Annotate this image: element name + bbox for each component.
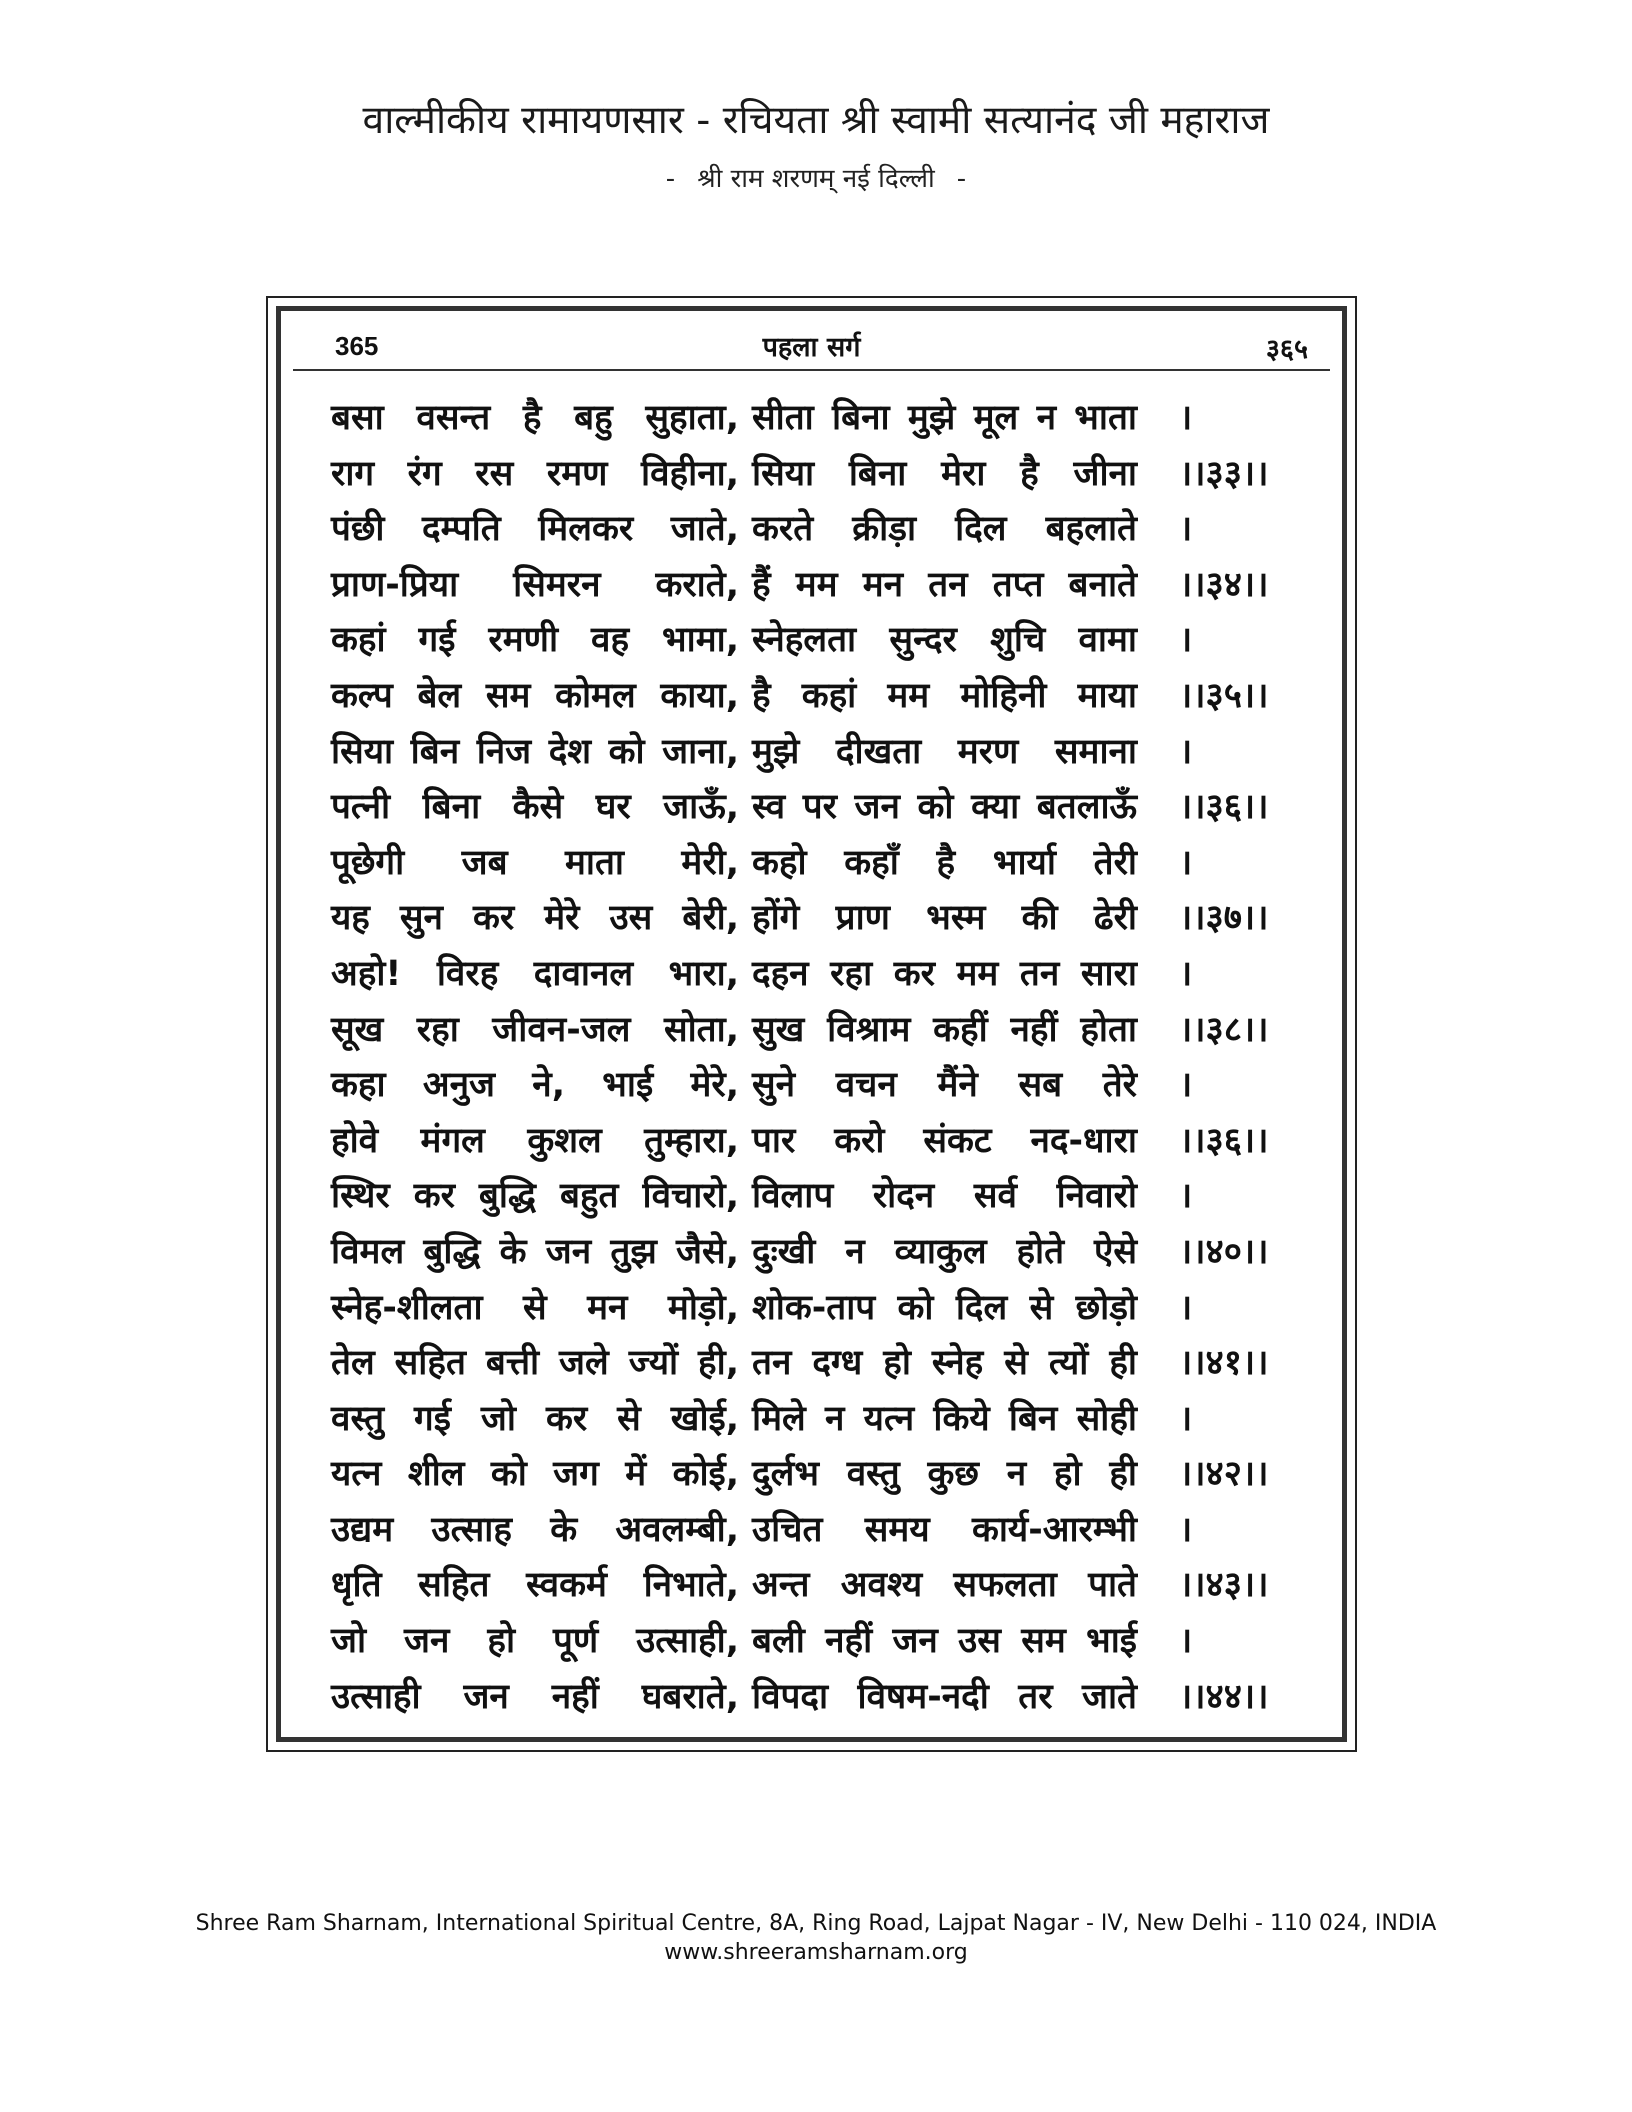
verse-second-half: विपदा विषम-नदी तर जाते <box>752 1676 1137 1717</box>
verse-first-half: विमल बुद्धि के जन तुझ जैसे, <box>331 1231 739 1272</box>
verse-number: ।।३६।। <box>1179 1120 1269 1161</box>
verse-number: ।।३३।। <box>1179 453 1269 494</box>
verse-first-half: वस्तु गई जो कर से खोई, <box>331 1398 739 1439</box>
verse-number: । <box>1179 620 1193 661</box>
verse-line <box>281 1114 1342 1170</box>
verse-first-half: कहा अनुज ने, भाई मेरे, <box>331 1065 739 1106</box>
verse-line <box>281 1558 1342 1614</box>
verse-first-half: जो जन हो पूर्ण उत्साही, <box>331 1621 739 1662</box>
verse-number: ।।४०।। <box>1179 1231 1269 1272</box>
verse-number: ।।४३।। <box>1179 1565 1269 1606</box>
verse-first-half: राग रंग रस रमण विहीना, <box>331 453 739 494</box>
document-title: वाल्मीकीय रामायणसार - रचियता श्री स्वामी सत्यानंद जी महाराज <box>362 98 1270 143</box>
verse-number: । <box>1179 1621 1193 1662</box>
verse-line <box>281 447 1342 503</box>
verse-number: ।।३५।। <box>1179 675 1269 716</box>
verse-number: । <box>1179 953 1193 994</box>
verse-first-half: पूछेगी जब माता मेरी, <box>331 842 739 883</box>
verse-second-half: है कहां मम मोहिनी माया <box>752 675 1137 716</box>
footer-address: Shree Ram Sharnam, International Spiritual Centre, 8A, Ring Road, Lajpat Nagar - IV, New Delhi - 110 024, INDIA <box>195 1911 1437 1936</box>
verse-first-half: उत्साही जन नहीं घबराते, <box>331 1676 739 1717</box>
verse-number: । <box>1179 842 1193 883</box>
verse-number: ।।४४।। <box>1179 1676 1269 1717</box>
verse-line <box>281 391 1342 447</box>
verse-first-half: अहो! विरह दावानल भारा, <box>331 953 739 994</box>
verse-first-half: उद्यम उत्साह के अवलम्बी, <box>331 1509 739 1550</box>
verse-line <box>281 1503 1342 1559</box>
verse-second-half: पार करो संकट नद-धारा <box>752 1120 1137 1161</box>
verse-number: ।।३४।। <box>1179 564 1269 605</box>
verse-line <box>281 1336 1342 1392</box>
verse-first-half: यत्न शील को जग में कोई, <box>331 1454 739 1495</box>
verse-line <box>281 1670 1342 1726</box>
verse-number: । <box>1179 1065 1193 1106</box>
scanned-page-frame <box>266 296 1357 1752</box>
verse-second-half: मुझे दीखता मरण समाना <box>752 731 1137 772</box>
document-subtitle: श्री राम शरणम् नई दिल्ली <box>697 163 935 194</box>
verse-first-half: स्नेह-शीलता से मन मोड़ो, <box>331 1287 739 1328</box>
verse-line <box>281 1169 1342 1225</box>
verse-first-half: बसा वसन्त है बहु सुहाता, <box>331 398 739 438</box>
verse-second-half: स्व पर जन को क्या बतलाऊँ <box>752 787 1137 828</box>
verse-number: । <box>1179 1176 1193 1217</box>
verse-second-half: शोक-ताप को दिल से छोड़ो <box>752 1287 1137 1328</box>
verse-line <box>281 1003 1342 1059</box>
verse-line <box>281 1225 1342 1281</box>
verse-first-half: यह सुन कर मेरे उस बेरी, <box>331 898 739 939</box>
verse-number: । <box>1179 398 1193 438</box>
verse-list <box>281 391 1342 1725</box>
page-frame-inner-border <box>276 306 1347 1742</box>
verse-number: । <box>1179 509 1193 550</box>
verse-second-half: कहो कहाँ है भार्या तेरी <box>752 842 1137 883</box>
section-title: पहला सर्ग <box>762 332 861 363</box>
footer-website: www.shreeramsharnam.org <box>664 1940 968 1965</box>
verse-second-half: दहन रहा कर मम तन सारा <box>752 953 1137 994</box>
verse-number: ।।३८।। <box>1179 1009 1269 1050</box>
verse-number: । <box>1179 1287 1193 1328</box>
verse-line <box>281 836 1342 892</box>
verse-line <box>281 1281 1342 1337</box>
verse-second-half: स्नेहलता सुन्दर शुचि वामा <box>752 620 1137 661</box>
verse-line <box>281 1447 1342 1503</box>
verse-line <box>281 891 1342 947</box>
verse-second-half: मिले न यत्न किये बिन सोही <box>752 1398 1137 1439</box>
verse-first-half: पंछी दम्पति मिलकर जाते, <box>331 509 739 550</box>
verse-second-half: बली नहीं जन उस सम भाई <box>752 1621 1137 1662</box>
verse-number: ।।३६।। <box>1179 787 1269 828</box>
verse-number: ।।३७।। <box>1179 898 1269 939</box>
verse-second-half: हैं मम मन तन तप्त बनाते <box>752 564 1137 605</box>
verse-first-half: कहां गई रमणी वह भामा, <box>331 620 739 661</box>
verse-line <box>281 780 1342 836</box>
verse-second-half: होंगे प्राण भस्म की ढेरी <box>752 898 1137 939</box>
page-number-arabic: 365 <box>335 331 379 361</box>
verse-second-half: विलाप रोदन सर्व निवारो <box>752 1176 1137 1217</box>
verse-number: । <box>1179 1398 1193 1439</box>
verse-second-half: सुख विश्राम कहीं नहीं होता <box>752 1009 1137 1050</box>
verse-line <box>281 669 1342 725</box>
verse-first-half: सिया बिन निज देश को जाना, <box>331 731 739 772</box>
verse-first-half: पत्नी बिना कैसे घर जाऊँ, <box>331 787 739 828</box>
verse-first-half: धृति सहित स्वकर्म निभाते, <box>331 1565 739 1606</box>
page-heading-bar <box>293 325 1330 371</box>
verse-second-half: सुने वचन मैंने सब तेरे <box>752 1065 1137 1106</box>
verse-second-half: अन्त अवश्य सफलता पाते <box>752 1565 1137 1606</box>
verse-first-half: स्थिर कर बुद्धि बहुत विचारो, <box>331 1176 739 1217</box>
verse-second-half: सिया बिना मेरा है जीना <box>752 453 1137 494</box>
verse-line <box>281 613 1342 669</box>
verse-first-half: प्राण-प्रिया सिमरन कराते, <box>331 564 739 605</box>
verse-second-half: तन दग्ध हो स्नेह से त्यों ही <box>752 1343 1137 1384</box>
verse-line <box>281 1392 1342 1448</box>
page-footer <box>0 1911 1632 1965</box>
subtitle-dash-right: - <box>956 163 967 194</box>
verse-number: । <box>1179 731 1193 772</box>
document-header <box>0 98 1632 195</box>
verse-second-half: सीता बिना मुझे मूल न भाता <box>752 398 1137 438</box>
verse-first-half: तेल सहित बत्ती जले ज्यों ही, <box>331 1343 739 1384</box>
verse-line <box>281 947 1342 1003</box>
verse-line <box>281 1058 1342 1114</box>
verse-line <box>281 558 1342 614</box>
document-subtitle-row <box>0 159 1632 195</box>
verse-first-half: कल्प बेल सम कोमल काया, <box>331 675 739 716</box>
verse-first-half: होवे मंगल कुशल तुम्हारा, <box>331 1120 739 1161</box>
verse-line <box>281 725 1342 781</box>
verse-second-half: दुर्लभ वस्तु कुछ न हो ही <box>752 1454 1137 1495</box>
verse-number: ।।४१।। <box>1179 1343 1269 1384</box>
verse-second-half: दुःखी न व्याकुल होते ऐसे <box>752 1231 1137 1272</box>
verse-second-half: उचित समय कार्य-आरम्भी <box>752 1509 1137 1550</box>
verse-number: ।।४२।। <box>1179 1454 1269 1495</box>
verse-line <box>281 1614 1342 1670</box>
verse-first-half: सूख रहा जीवन-जल सोता, <box>331 1009 739 1050</box>
verse-line <box>281 502 1342 558</box>
verse-second-half: करते क्रीड़ा दिल बहलाते <box>752 509 1137 550</box>
page-number-devanagari: ३६५ <box>1265 334 1308 365</box>
subtitle-dash-left: - <box>665 163 676 194</box>
verse-number: । <box>1179 1509 1193 1550</box>
